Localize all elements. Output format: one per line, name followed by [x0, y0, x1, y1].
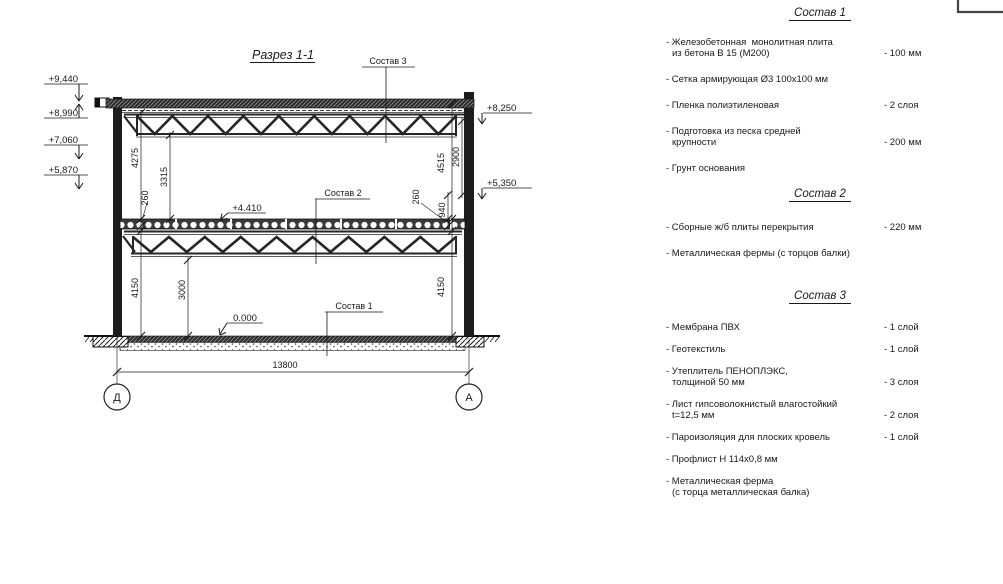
material-name: - Пленка полиэтиленовая	[666, 100, 780, 111]
elevation-label: +7,060	[48, 135, 78, 146]
material-name: - Сетка армирующая Ø3 100x100 мм	[666, 74, 829, 85]
material-item	[666, 366, 974, 388]
material-value: - 220 мм	[884, 222, 922, 233]
material-name: - Металлическая ферма (с торца металлическая балка)	[666, 476, 810, 498]
floor2-slab	[120, 219, 465, 229]
elevation-label: +8,250	[487, 103, 517, 114]
lower-truss	[123, 232, 462, 257]
material-item	[666, 126, 974, 148]
drawing-title: Разрез 1-1	[252, 48, 314, 62]
material-name: - Пароизоляция для плоских кровель	[666, 432, 831, 443]
material-item	[666, 37, 974, 59]
material-name: - Сборные ж/б плиты перекрытия	[666, 222, 814, 233]
elevation-marks-left	[44, 74, 88, 189]
leader-label: Состав 1	[335, 301, 373, 311]
elevation-label: +4.410	[232, 203, 262, 214]
material-value: - 2 слоя	[884, 100, 919, 111]
elevation-label: +5,870	[48, 165, 78, 176]
axis-letter-left: Д	[113, 392, 121, 404]
ground-floor	[84, 336, 500, 351]
material-name: - Геотекстиль	[666, 344, 726, 355]
material-item	[666, 248, 974, 259]
elevation-label: 0.000	[233, 313, 257, 324]
material-name: - Подготовка из песка средней крупности	[666, 126, 801, 148]
material-item	[666, 344, 974, 355]
material-name: - Мембрана ПВХ	[666, 322, 740, 333]
walls	[113, 92, 474, 337]
dim-label: 260	[140, 190, 150, 206]
material-item	[666, 100, 974, 111]
material-item	[666, 476, 974, 498]
roof-slab	[95, 98, 474, 113]
material-value: - 200 мм	[884, 137, 922, 148]
material-item	[666, 163, 974, 174]
material-value: - 1 слой	[884, 322, 919, 333]
material-item	[666, 454, 974, 465]
material-item	[666, 432, 974, 443]
upper-truss	[124, 115, 464, 138]
axis-letter-right: А	[465, 392, 473, 404]
material-name: - Железобетонная монолитная плита из бетона В 15 (М200)	[666, 37, 833, 59]
leader-label: Состав 2	[324, 188, 362, 198]
material-name: - Профлист Н 114х0,8 мм	[666, 454, 778, 465]
elevation-label: +8,990	[48, 108, 78, 119]
dim-label: 3315	[159, 166, 169, 188]
materials-section	[666, 291, 974, 498]
materials-section	[666, 8, 974, 174]
material-value: - 1 слой	[884, 432, 919, 443]
dim-label: 4275	[130, 147, 140, 169]
section-title: Состав 1	[666, 8, 974, 19]
material-item	[666, 322, 974, 333]
leader-label: Состав 3	[369, 56, 407, 66]
material-value: - 100 мм	[884, 48, 922, 59]
material-item	[666, 399, 974, 421]
material-item	[666, 222, 974, 233]
materials-panel	[666, 2, 974, 509]
material-item	[666, 74, 974, 85]
material-name: - Утеплитель ПЕНОПЛЭКС, толщиной 50 мм	[666, 366, 788, 388]
dim-label: 4150	[130, 277, 140, 299]
section-title: Состав 2	[666, 189, 974, 200]
elevation-label: +9,440	[48, 74, 78, 85]
elevation-label: +5,350	[487, 178, 517, 189]
dim-label: 3000	[177, 279, 187, 301]
section-title: Состав 3	[666, 291, 974, 302]
dim-label: 2900	[451, 146, 461, 168]
foundation-left	[93, 337, 128, 348]
dim-label: 260	[411, 189, 421, 205]
dim-label: 4515	[436, 152, 446, 174]
elevation-marks-right	[478, 103, 532, 199]
foundation-right	[456, 337, 484, 348]
material-value: - 3 слоя	[884, 377, 919, 388]
dim-label: 4150	[436, 276, 446, 298]
material-name: - Лист гипсоволокнистый влагостойкий t=12,5 мм	[666, 399, 838, 421]
material-value: - 1 слой	[884, 344, 919, 355]
material-name: - Грунт основания	[666, 163, 746, 174]
materials-section	[666, 189, 974, 259]
material-name: - Металлическая фермы (с торцов балки)	[666, 248, 850, 259]
dim-label: 13800	[272, 360, 298, 370]
dim-label: 940	[437, 202, 447, 218]
material-value: - 2 слоя	[884, 410, 919, 421]
dim-total-width	[113, 360, 473, 376]
